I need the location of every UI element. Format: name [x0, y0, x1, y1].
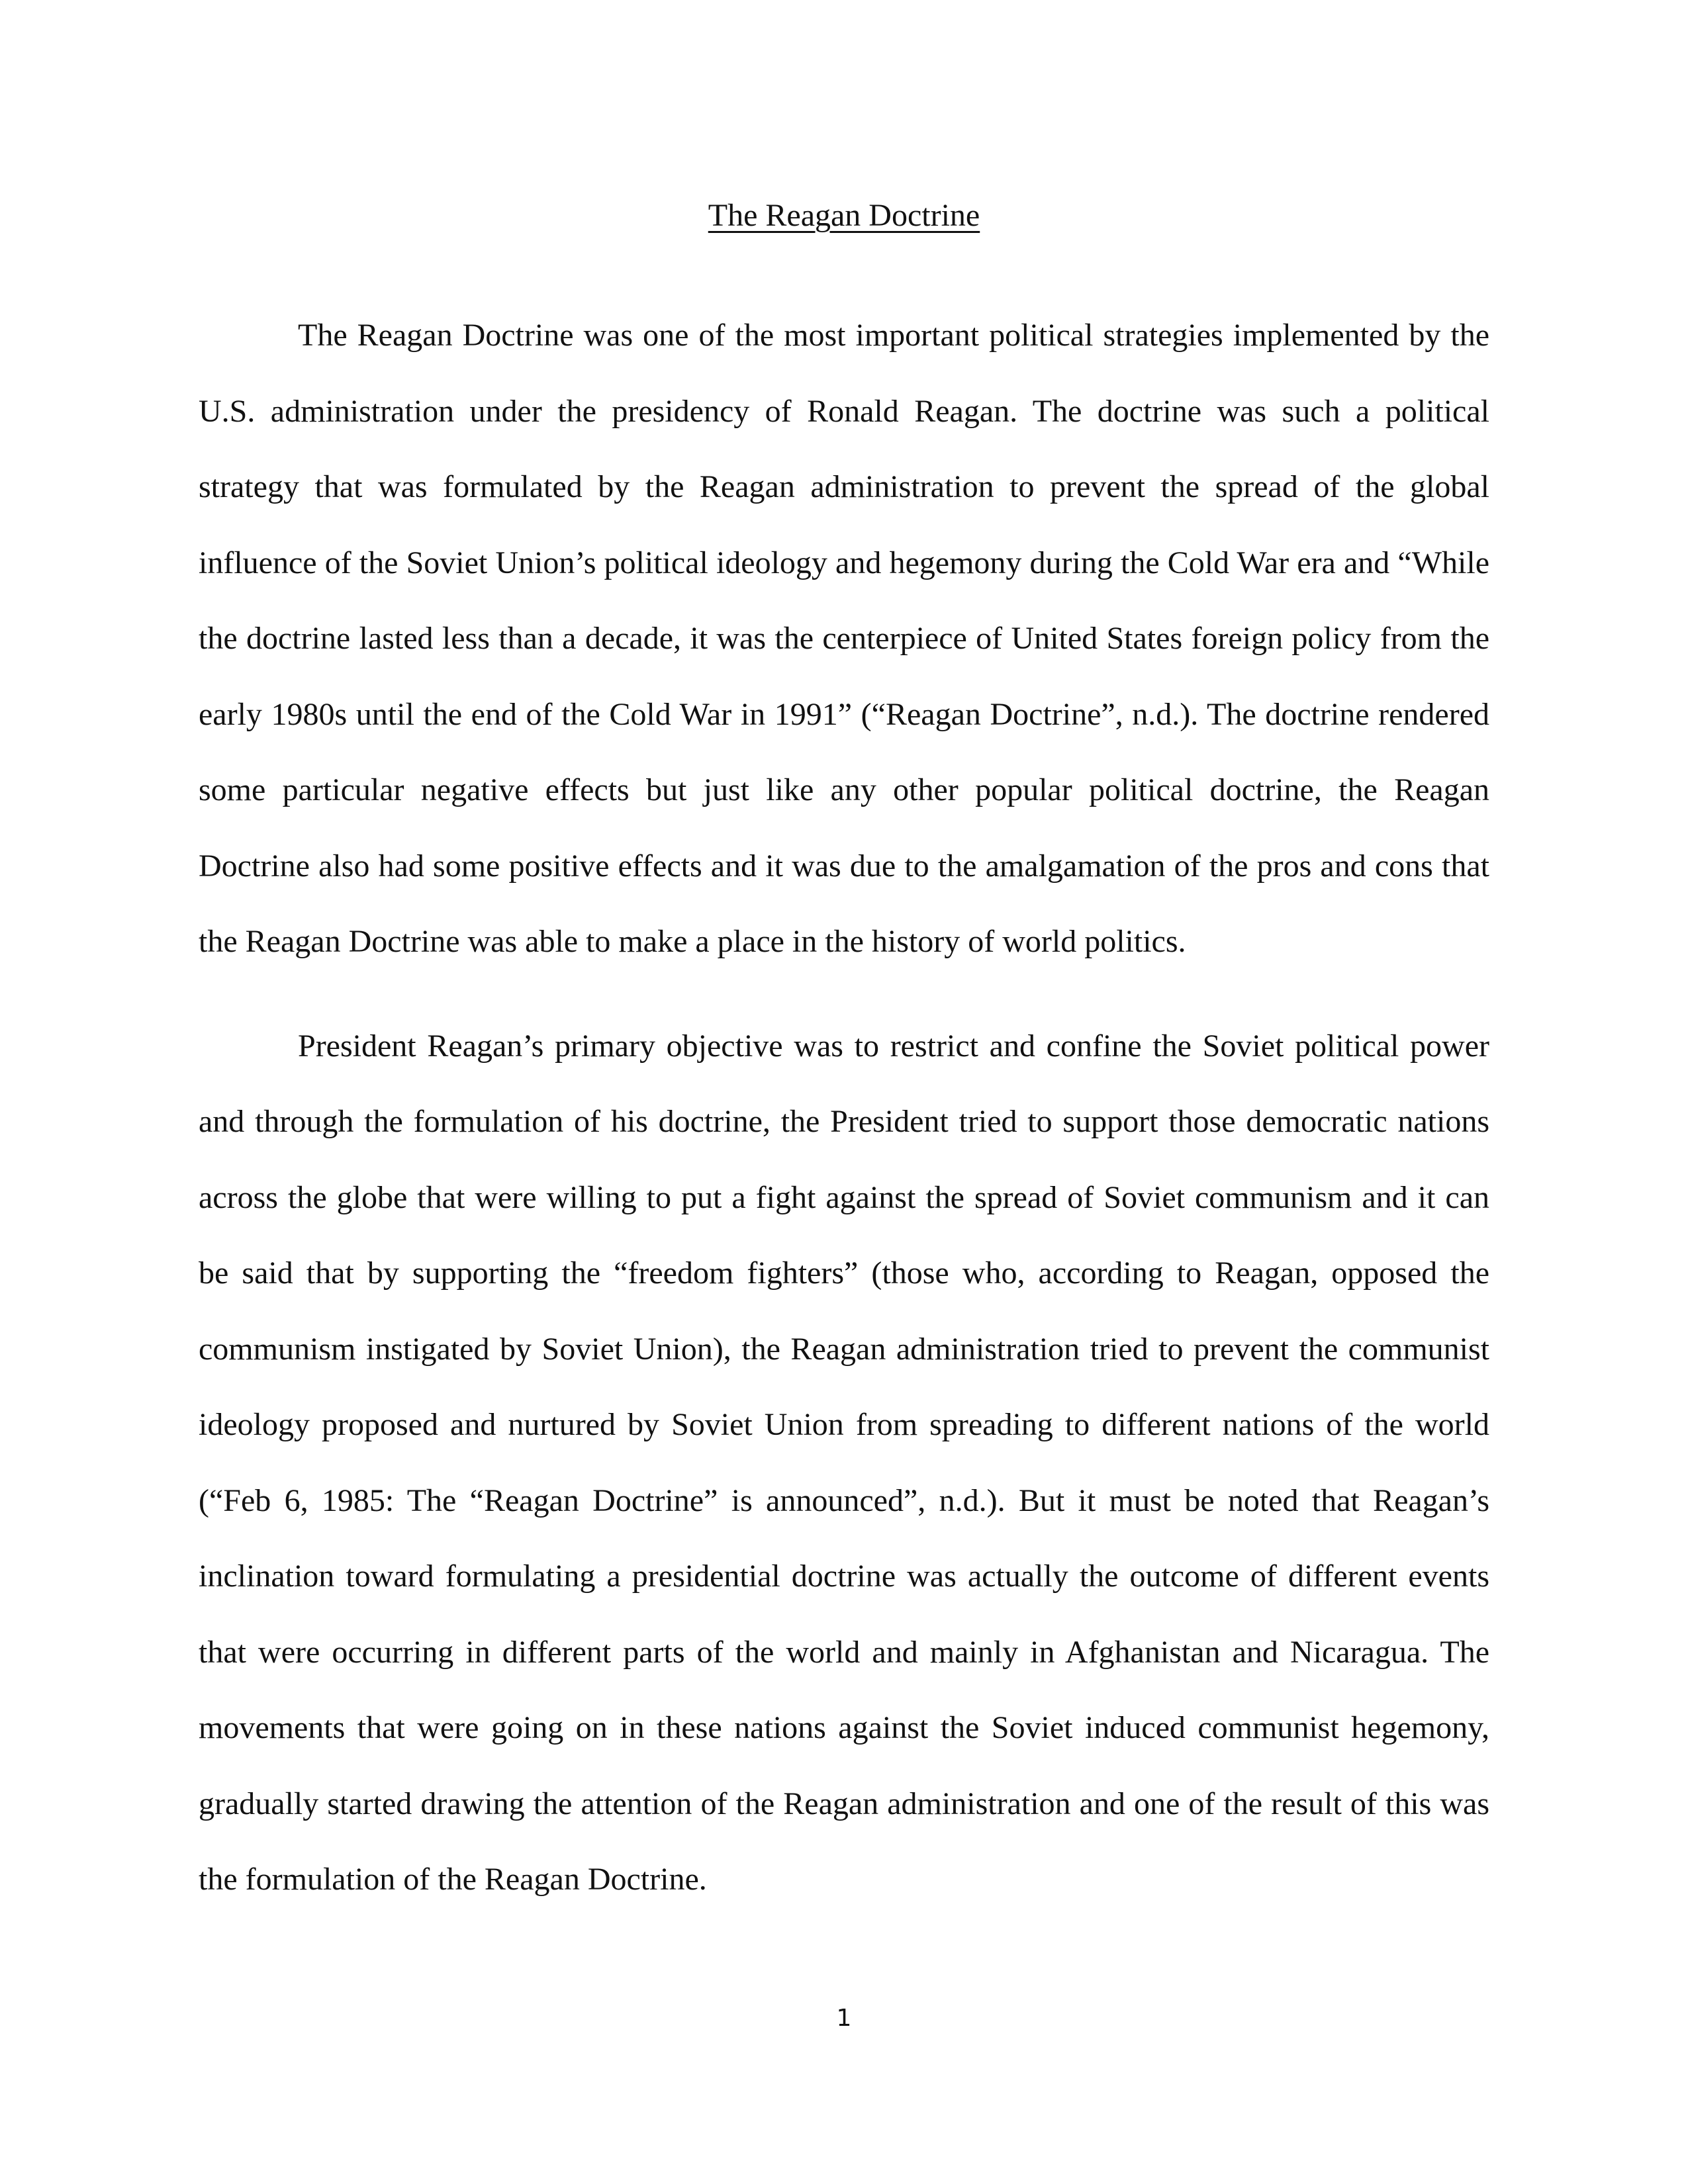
document-title	[0, 196, 1688, 236]
paragraph-2: President Reagan’s primary objective was to restrict and confine the Soviet political power and through the formulation of his doctrine, the President tried to support those democratic nations across the globe that were willing to put a fight against the spread of Soviet communism and it can be said that by supporting the “freedom fighters” (those who, according to Reagan, opposed the communism instigated by Soviet Union), the Reagan administration tried to prevent the communist ideology proposed and nurtured by Soviet Union from spreading to different nations of the world (“Feb 6, 1985: The “Reagan Doctrine” is announced”, n.d.). But it must be noted that Reagan’s inclination toward formulating a presidential doctrine was actually the outcome of different events that were occurring in different parts of the world and mainly in Afghanistan and Nicaragua. The movements that were going on in these nations against the Soviet induced communist hegemony, gradually started drawing the attention of the Reagan administration and one of the result of this was the formulation of the Reagan Doctrine.	[199, 1028, 1489, 1897]
paragraph-1: The Reagan Doctrine was one of the most important political strategies implemented by the U.S. administration under the presidency of Ronald Reagan. The doctrine was such a political strategy that was formulated by the Reagan administration to prevent the spread of the global influence of the Soviet Union’s political ideology and hegemony during the Cold War era and “While the doctrine lasted less than a decade, it was the centerpiece of United States foreign policy from the early 1980s until the end of the Cold War in 1991” (“Reagan Doctrine”, n.d.). The doctrine rendered some particular negative effects but just like any other popular political doctrine, the Reagan Doctrine also had some positive effects and it was due to the amalgamation of the pros and cons that the Reagan Doctrine was able to make a place in the history of world politics.	[199, 318, 1489, 959]
document-title-text: The Reagan Doctrine	[708, 198, 980, 233]
page-number: 1	[836, 2005, 852, 2032]
document-body	[199, 298, 1489, 1918]
